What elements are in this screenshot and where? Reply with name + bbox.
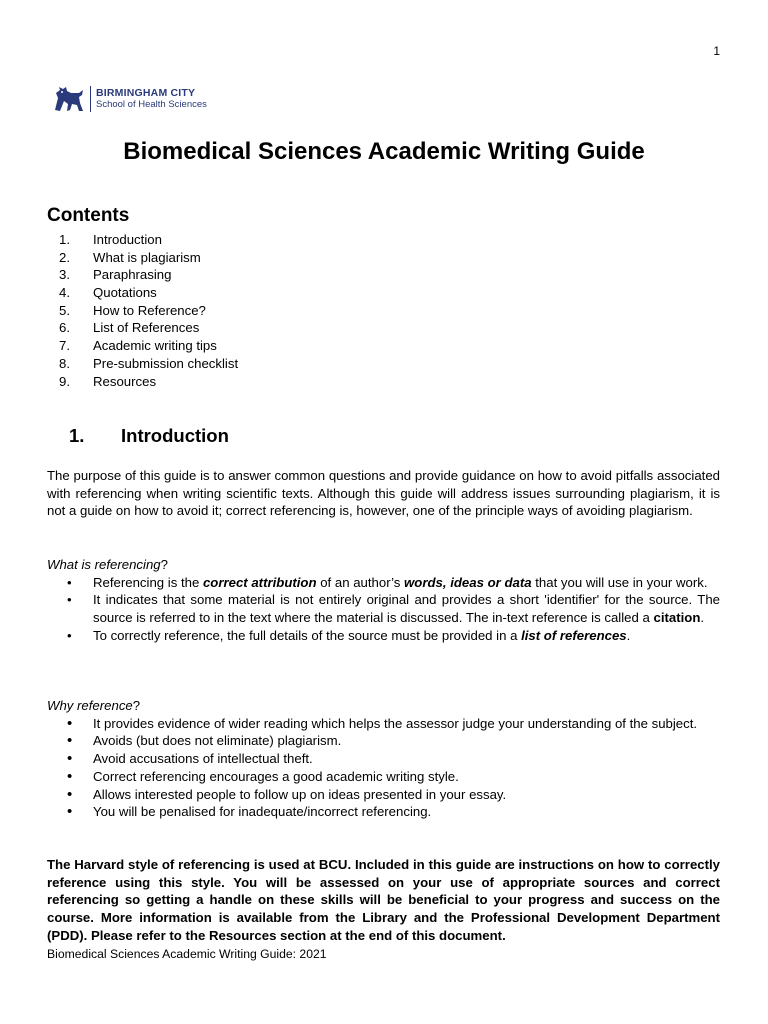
toc-item-number: 8. bbox=[59, 355, 70, 371]
list-item: • It provides evidence of wider reading which helps the assessor judge your understanding of the subject. bbox=[47, 715, 720, 733]
list-item bbox=[47, 574, 720, 592]
logo-text bbox=[96, 87, 207, 111]
toc-item-number: 2. bbox=[59, 249, 70, 265]
subheading-text: Why reference bbox=[47, 698, 133, 713]
toc-item bbox=[47, 337, 238, 355]
lion-crest-icon bbox=[52, 84, 86, 114]
toc-item-number: 4. bbox=[59, 285, 70, 301]
toc-item-label: How to Reference? bbox=[93, 302, 206, 318]
text-run: It indicates that some material is not entirely original and provides a short 'identifier' for the source. The source is referred to in the text where the material is discussed. The in-text reference is called a bbox=[93, 592, 720, 626]
toc-item-label: Resources bbox=[93, 373, 157, 389]
toc-item bbox=[47, 284, 238, 302]
bcu-logo bbox=[52, 84, 207, 114]
harvard-note-paragraph: The Harvard style of referencing is used at BCU. Included in this guide are instructions on how to correctly reference using this style. You will be assessed on your use of appropriate sources and correct referencing so getting a handle on these skills will be beneficial to your progress and success on the course. More information is available from the Library and the Professional Development Department (PDD). Please refer to the Resources section at the end of this document. bbox=[47, 857, 720, 943]
contents-heading: Contents bbox=[47, 205, 130, 226]
why-reference-section bbox=[47, 697, 720, 821]
text-run: that you will use in your work. bbox=[531, 574, 708, 590]
list-item: • Allows interested people to follow up on ideas presented in your essay. bbox=[47, 786, 720, 804]
intro-section bbox=[47, 467, 720, 520]
toc-item-number: 1. bbox=[59, 232, 70, 247]
toc-item-label: Academic writing tips bbox=[93, 338, 217, 354]
logo-school-name: School of Health Sciences bbox=[96, 99, 207, 110]
intro-paragraph: The purpose of this guide is to answer common questions and provide guidance on how to avoid pitfalls associated with referencing when writing scientific texts. Although this guide will address issues surrounding plagiarism, it is not a guide on how to avoid it; correct referencing is, however, one of the principle ways of avoiding plagiarism. bbox=[47, 468, 720, 519]
page-number: 1 bbox=[713, 44, 720, 58]
subheading-text: What is referencing bbox=[47, 557, 161, 572]
section-number: 1. bbox=[69, 425, 85, 446]
text-run: of an author’s bbox=[316, 574, 405, 590]
toc-item-number: 7. bbox=[59, 338, 70, 354]
subheading-question-mark: ? bbox=[132, 698, 141, 713]
what-is-referencing-section bbox=[47, 556, 720, 645]
section-title: Introduction bbox=[121, 425, 229, 446]
toc-item-label: Pre-submission checklist bbox=[93, 355, 239, 371]
why-reference-list bbox=[47, 715, 720, 821]
toc-item-number: 9. bbox=[59, 373, 70, 389]
subheading-question-mark: ? bbox=[160, 557, 168, 572]
text-run: To correctly reference, the full details of the source must be provided in a bbox=[93, 627, 522, 643]
toc-item bbox=[47, 355, 238, 373]
emphasis-text: words, ideas or data bbox=[404, 574, 532, 590]
text-run: . bbox=[700, 610, 705, 626]
toc-item-label: Paraphrasing bbox=[93, 267, 172, 283]
toc-item bbox=[47, 319, 238, 337]
list-item bbox=[47, 627, 720, 645]
text-run: Referencing is the bbox=[93, 574, 203, 590]
list-item: • Correct referencing encourages a good academic writing style. bbox=[47, 768, 720, 786]
toc-item-label: Quotations bbox=[93, 285, 157, 301]
strong-text: citation bbox=[653, 610, 701, 626]
section-heading-introduction bbox=[69, 425, 229, 447]
emphasis-text: correct attribution bbox=[202, 574, 317, 590]
toc-item bbox=[47, 231, 238, 249]
toc-item-number: 5. bbox=[59, 302, 70, 318]
toc-item-label: Introduction bbox=[93, 232, 162, 247]
emphasis-text: list of references bbox=[521, 627, 627, 643]
why-reference-heading bbox=[47, 697, 720, 715]
logo-divider bbox=[90, 86, 91, 112]
toc-item bbox=[47, 249, 238, 267]
what-is-referencing-list bbox=[47, 574, 720, 645]
table-of-contents bbox=[47, 231, 238, 390]
toc-item bbox=[47, 302, 238, 320]
page-footer: Biomedical Sciences Academic Writing Guide: 2021 bbox=[47, 947, 327, 961]
toc-item bbox=[47, 373, 238, 391]
list-item: • Avoids (but does not eliminate) plagiarism. bbox=[47, 732, 720, 750]
toc-item-label: List of References bbox=[93, 320, 200, 336]
toc-item-label: What is plagiarism bbox=[93, 249, 201, 265]
harvard-note-section bbox=[47, 856, 720, 945]
text-run: . bbox=[626, 627, 631, 643]
toc-item bbox=[47, 266, 238, 284]
list-item bbox=[47, 591, 720, 626]
toc-item-number: 6. bbox=[59, 320, 70, 336]
list-item: • Avoid accusations of intellectual theft. bbox=[47, 750, 720, 768]
logo-university-name: BIRMINGHAM CITY bbox=[96, 87, 196, 99]
document-title: Biomedical Sciences Academic Writing Guide bbox=[123, 138, 645, 165]
toc-item-number: 3. bbox=[59, 267, 70, 283]
list-item: • You will be penalised for inadequate/incorrect referencing. bbox=[47, 803, 720, 821]
what-is-referencing-heading bbox=[47, 556, 720, 574]
